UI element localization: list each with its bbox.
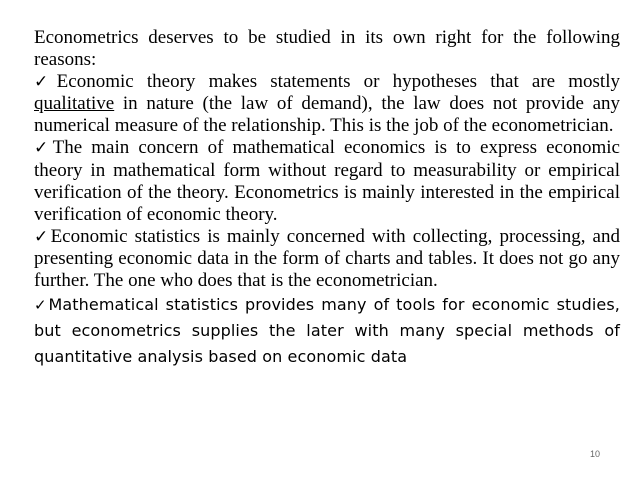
bullet-text-end: in nature (the law of demand), the law does not provide any numerical measure of the relationship. This is the job of the econometrician.: [34, 93, 620, 137]
checkmark-icon: ✓: [34, 226, 51, 247]
slide-body: [34, 27, 620, 370]
bullet-mathematical-statistics: [34, 292, 620, 370]
bullet-text: Economic statistics is mainly concerned with collecting, processing, and presenting economic data in the form of charts and tables. It does not go any further. The one who does that is the econometrician.: [34, 225, 620, 292]
bullet-text: The main concern of mathematical economics is to express economic theory in mathematical form without regard to measurability or empirical verification of the theory. Econometrics is mainly interested in the empirical verification of economic theory.: [34, 137, 620, 225]
intro-paragraph: Econometrics deserves to be studied in its own right for the following reasons:: [34, 27, 620, 71]
bullet-mathematical-economics: [34, 137, 620, 225]
bullet-text-start: Economic theory makes statements or hypotheses that are mostly: [56, 71, 620, 93]
checkmark-icon: ✓: [34, 296, 49, 315]
page-number: 10: [590, 449, 601, 459]
bullet-economic-statistics: [34, 226, 620, 292]
checkmark-icon: ✓: [34, 138, 53, 159]
checkmark-icon: ✓: [34, 72, 57, 93]
bullet-text: Mathematical statistics provides many of tools for economic studies, but econometrics supplies the later with many special methods of quantitative analysis based on economic data: [34, 295, 620, 367]
bullet-economic-theory: [34, 71, 620, 137]
underlined-term: qualitative: [34, 93, 115, 115]
